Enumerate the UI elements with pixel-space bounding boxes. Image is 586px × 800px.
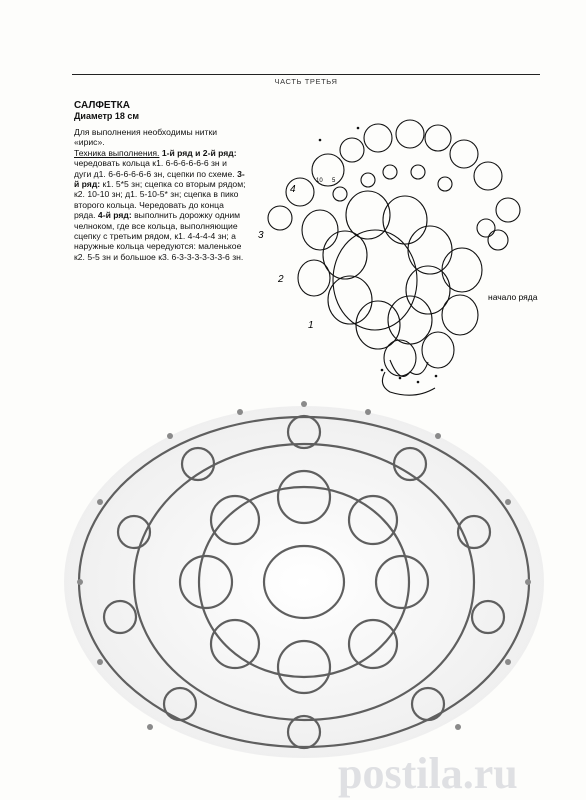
header-rule [72,74,540,75]
row3-label: 3-й ряд: [74,168,245,190]
ring-label-5: 5 [332,178,336,184]
row3-text: к1. 5*5 зн; сцепка со вторым рядом; к2. 10-10 зн; д1. 5-10-5* зн; сцепка в пико второго кольца. Чередовать до конца ряда. [74,179,246,221]
row4-text: выполнить дорожку одним челноком, где все кольца, выполняющие сцепку с третьим рядом, к1. 4-4-4-4 зн; а наружные кольца чередуются: маленькое к2. 5-5 зн и большое к3. 6-3-3-3-3-3-3-6 зн. [74,210,244,262]
row-number-3: 3 [258,230,264,241]
row12-label: 1-й ряд и 2-й ряд: [161,147,237,158]
article-text [74,100,246,262]
ring-label-10: 10 [316,178,323,184]
watermark-text: postila.ru [338,749,518,798]
row-number-4: 4 [290,184,296,195]
row-number-1: 1 [308,320,314,331]
article-subtitle: Диаметр 18 см [74,111,140,121]
section-header: ЧАСТЬ ТРЕТЬЯ [274,77,338,86]
start-label: начало ряда [488,292,538,302]
tatting-diagram [250,110,570,400]
row-number-2: 2 [278,274,284,285]
doily-photo [60,392,548,758]
row4-label: 4-й ряд: [97,210,132,221]
article-body [74,127,246,262]
article-title: САЛФЕТКА [74,100,130,111]
row12-text: чередовать кольца к1. 6-6-6-6-6-6 зн и дуги д1. 6-6-6-6-6-6 зн, сцепки по схеме. [74,158,235,179]
watermark [332,744,586,800]
intro-text: Для выполнения необходимы нитки «ирис». [74,127,218,148]
technique-label: Техника выполнения. [74,147,160,158]
